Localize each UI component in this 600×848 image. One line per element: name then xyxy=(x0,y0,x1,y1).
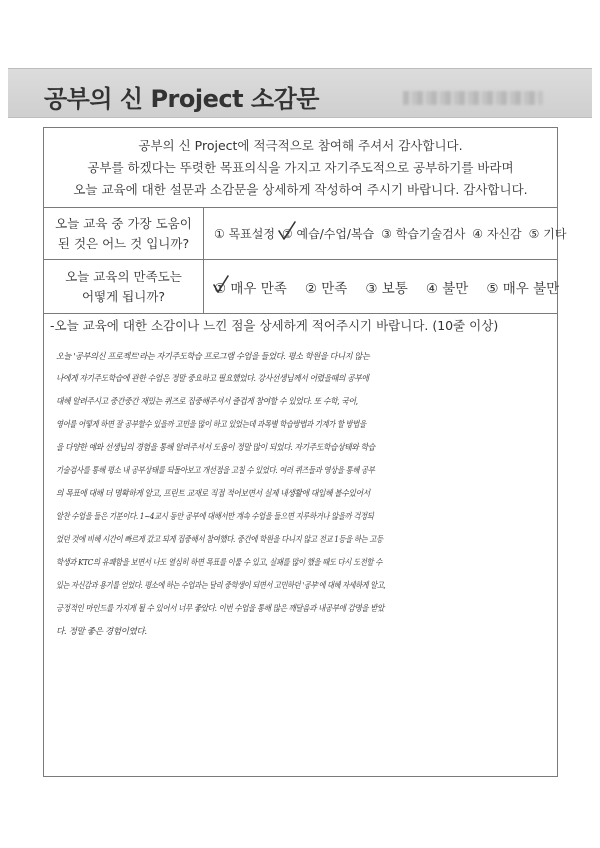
q1-option-study-cycle[interactable]: ② 예습/수업/복습 xyxy=(281,227,375,241)
question-satisfaction-row xyxy=(44,260,560,314)
title-bar xyxy=(8,68,592,118)
response-line-2: 나에게 자기주도학습에 관한 수업은 정말 중요하고 필요했었다. 강사선생님께서 어렸을때의 공부에 xyxy=(56,374,369,384)
q1-option-skill-test[interactable]: ③ 학습기술검사 xyxy=(381,227,466,241)
q2-option-very-dissatisfied[interactable]: ⑤ 매우 불만 xyxy=(486,280,560,297)
response-line-5: 을 다양한 예와 선생님의 경험을 통해 알려주셔서 도움이 정말 많이 되었다. 자기주도학습상태와 학습 xyxy=(56,443,375,453)
response-line-10: 학생과 KTC의 유쾌함을 보면서 나도 열심히 하면 목표를 이룰 수 있고, 실패를 많이 했을 때도 다시 도전할 수 xyxy=(56,558,382,568)
response-line-1: 오늘 '공부의신 프로젝트'라는 자기주도학습 프로그램 수업을 들었다. 평소 학원을 다니지 않는 xyxy=(56,352,370,362)
q2-option-very-satisfied[interactable]: ① 매우 만족 xyxy=(214,280,287,297)
q2-check-mark-icon xyxy=(212,274,230,296)
question1-label-line-2: 된 것은 어느 것 입니까? xyxy=(57,235,190,251)
q2-option-dissatisfied[interactable]: ④ 불만 xyxy=(425,280,469,297)
survey-form xyxy=(43,127,567,777)
response-line-7: 의 목표에 대해 더 명확하게 알고, 프린트 교재로 직접 적어보면서 실제 내생활에 대입해 볼수있어서 xyxy=(56,489,370,499)
question-most-helpful-label xyxy=(44,208,204,259)
question1-options xyxy=(214,208,573,259)
q2-option-satisfied[interactable]: ② 만족 xyxy=(304,280,348,297)
q2-option-neutral[interactable]: ③ 보통 xyxy=(365,280,408,297)
response-line-9: 었던 것에 비해 시간이 빠르게 갔고 되게 집중해서 참여했다. 중간에 학원을 다니지 않고 전교 1등을 하는 고등 xyxy=(56,535,383,545)
question-satisfaction-label xyxy=(44,260,204,313)
page-title: 공부의 신 Project 소감문 xyxy=(44,85,319,113)
response-line-12: 긍정적인 마인드를 가지게 될 수 있어서 너무 좋았다. 이번 수업을 통해 많은 깨달음과 내공부에 감명을 받았 xyxy=(56,604,385,614)
q1-option-other[interactable]: ⑤ 기타 xyxy=(528,227,567,241)
response-line-13: 다. 정말 좋은 경험이였다. xyxy=(56,627,147,637)
response-line-6: 기술검사를 통해 평소 내 공부상태를 되돌아보고 개선점을 고칠 수 있었다. 여러 퀴즈들과 영상을 통해 공부 xyxy=(56,466,375,476)
q1-check-mark-icon xyxy=(277,220,297,244)
intro-line-2: 공부를 하겠다는 뚜렷한 목표의식을 가지고 자기주도적으로 공부하기를 바라며 xyxy=(87,160,514,175)
essay-prompt: -오늘 교육에 대한 소감이나 느낀 점을 상세하게 적어주시기 바랍니다. (10줄 이상) xyxy=(50,318,499,333)
redacted-name-block xyxy=(403,91,543,105)
q1-option-confidence[interactable]: ④ 자신감 xyxy=(472,227,522,241)
intro-line-3: 오늘 교육에 대한 설문과 소감문을 상세하게 작성하여 주시기 바랍니다. 감사합니다. xyxy=(73,182,528,197)
question-most-helpful-row xyxy=(44,208,567,260)
intro-line-1: 공부의 신 Project에 적극적으로 참여해 주셔서 감사합니다. xyxy=(138,138,463,153)
response-line-4: 영어를 어떻게 하면 잘 공부할수 있을까 고민을 많이 하고 있었는데 과목별 학습방법과 기계가 할 방법을 xyxy=(56,420,366,430)
question2-options xyxy=(214,260,577,313)
question2-label-line-1: 오늘 교육의 만족도는 xyxy=(65,268,182,284)
question2-label-line-2: 어떻게 됩니까? xyxy=(81,288,166,304)
question1-label-line-1: 오늘 교육 중 가장 도움이 xyxy=(55,215,192,231)
response-line-3: 대해 알려주시고 중간중간 재밌는 퀴즈로 집중해주셔서 즐겁게 참여할 수 있었다. 또 수학, 국어, xyxy=(56,397,358,407)
intro-message xyxy=(44,128,557,208)
response-line-8: 알찬 수업을 들은 기분이다. 1~4교시 동안 공부에 대해서만 계속 수업을 들으면 지루하거나 않을까 걱정되 xyxy=(56,512,374,522)
response-line-11: 있는 자신감과 용기를 얻었다. 평소에 하는 수업과는 달리 중학생이 되면서 고민하던 '공부'에 대해 자세하게 알고, xyxy=(56,581,386,591)
q1-option-goal-setting[interactable]: ① 목표설정 xyxy=(214,227,275,241)
